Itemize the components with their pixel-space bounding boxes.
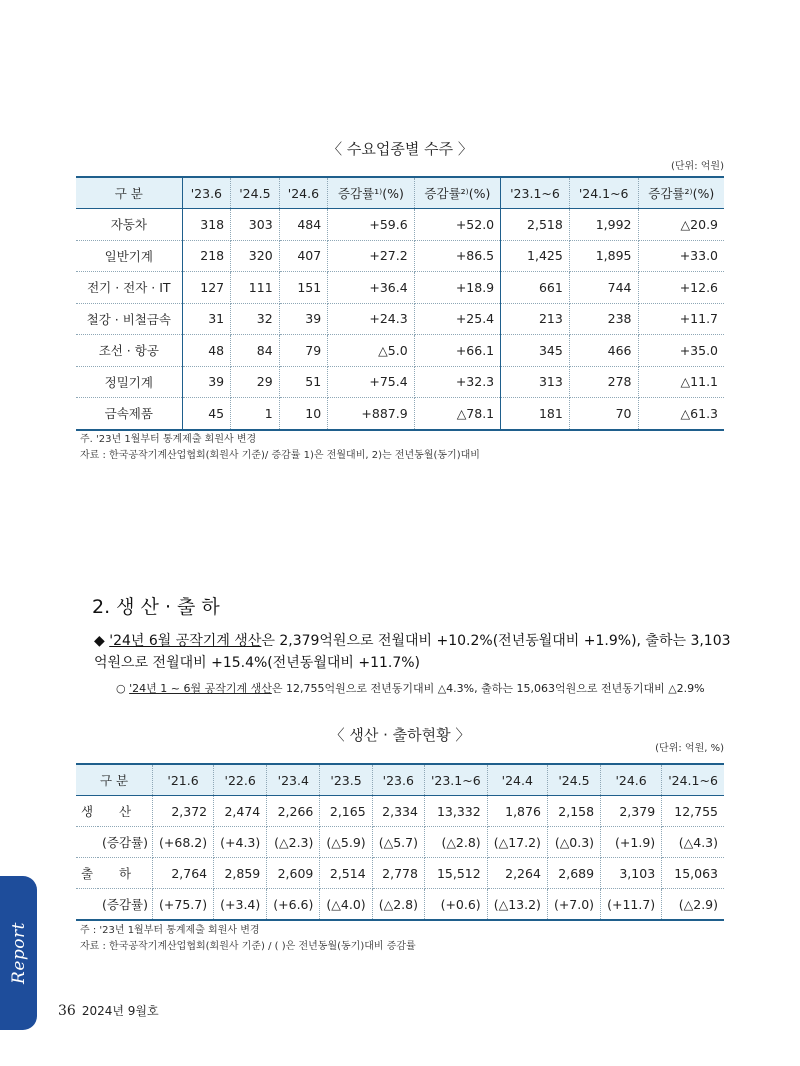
table2-header-cell: '23.4 bbox=[267, 764, 320, 796]
table1-note: 주. '23년 1월부터 통계제출 회원사 변경 bbox=[80, 434, 257, 445]
table-row bbox=[76, 366, 724, 398]
row-label: 금속제품 bbox=[76, 398, 182, 430]
table-cell: △5.0 bbox=[328, 335, 414, 367]
table-cell: (△2.9) bbox=[662, 889, 724, 921]
table2-header-cell: '21.6 bbox=[153, 764, 214, 796]
table-cell: (△13.2) bbox=[487, 889, 547, 921]
table-cell: △78.1 bbox=[414, 398, 500, 430]
row-label: 철강 · 비철금속 bbox=[76, 303, 182, 335]
page-number: 36 bbox=[58, 1003, 76, 1019]
table-cell: 32 bbox=[231, 303, 280, 335]
table-cell: 2,379 bbox=[601, 796, 662, 827]
table-row bbox=[76, 240, 724, 272]
row-label: 조선 · 항공 bbox=[76, 335, 182, 367]
table-cell: (△5.7) bbox=[372, 827, 424, 858]
table-cell: 1,425 bbox=[501, 240, 570, 272]
table-cell: 70 bbox=[569, 398, 638, 430]
table-cell: 111 bbox=[231, 272, 280, 304]
summary-bullet-emphasis: '24년 6월 공작기계 생산 bbox=[109, 633, 262, 649]
table-cell: 2,778 bbox=[372, 858, 424, 889]
table1-header-cell: 증감률¹⁾(%) bbox=[328, 177, 414, 209]
section-heading: 2. 생 산 · 출 하 bbox=[92, 596, 220, 618]
table-cell: 2,372 bbox=[153, 796, 214, 827]
summary-subbullet-text: 은 12,755억원으로 전년동기대비 △4.3%, 출하는 15,063억원으로 전년동기대비 △2.9% bbox=[271, 682, 705, 695]
table-cell: 278 bbox=[569, 366, 638, 398]
table-cell: 2,609 bbox=[267, 858, 320, 889]
table-cell: (+0.6) bbox=[424, 889, 487, 921]
table2-header-cell: '24.5 bbox=[547, 764, 600, 796]
table-cell: (+7.0) bbox=[547, 889, 600, 921]
table-cell: 1,992 bbox=[569, 209, 638, 241]
table-cell: 48 bbox=[182, 335, 231, 367]
table-cell: (△2.3) bbox=[267, 827, 320, 858]
table-cell: 13,332 bbox=[424, 796, 487, 827]
table-cell: 39 bbox=[182, 366, 231, 398]
table-cell: 12,755 bbox=[662, 796, 724, 827]
table-cell: 15,063 bbox=[662, 858, 724, 889]
table-cell: (△5.9) bbox=[320, 827, 372, 858]
row-label: 일반기계 bbox=[76, 240, 182, 272]
circle-bullet-icon: ○ bbox=[116, 682, 126, 695]
table2-header-cell: '24.1~6 bbox=[662, 764, 724, 796]
table-cell: 15,512 bbox=[424, 858, 487, 889]
table-cell: +33.0 bbox=[638, 240, 724, 272]
table-row bbox=[76, 796, 724, 827]
table-cell: +887.9 bbox=[328, 398, 414, 430]
summary-bullet-text: 은 2,379억원으로 전월대비 +10.2%(전년동월대비 +1.9%), 출하는 3,103억원으로 전월대비 +15.4%(전년동월대비 +11.7%) bbox=[94, 633, 731, 671]
row-group-label bbox=[76, 889, 98, 921]
table-cell: 39 bbox=[279, 303, 328, 335]
table-cell: 127 bbox=[182, 272, 231, 304]
table-cell: (+68.2) bbox=[153, 827, 214, 858]
table-cell: 2,518 bbox=[501, 209, 570, 241]
table-cell: +11.7 bbox=[638, 303, 724, 335]
table1-header-cell: 구 분 bbox=[76, 177, 182, 209]
table-cell: 2,764 bbox=[153, 858, 214, 889]
table-cell: (+3.4) bbox=[214, 889, 267, 921]
table-cell: 1,895 bbox=[569, 240, 638, 272]
row-group-label: 출 bbox=[76, 858, 98, 889]
table-cell: 2,266 bbox=[267, 796, 320, 827]
table1-header-cell: 증감률²⁾(%) bbox=[638, 177, 724, 209]
row-label: 하 bbox=[98, 858, 153, 889]
table2-header-cell: '23.1~6 bbox=[424, 764, 487, 796]
table-cell: +12.6 bbox=[638, 272, 724, 304]
table-cell: 2,859 bbox=[214, 858, 267, 889]
table1-header-cell: '23.6 bbox=[182, 177, 231, 209]
orders-by-industry-table bbox=[76, 176, 724, 431]
table-cell: △20.9 bbox=[638, 209, 724, 241]
table-row bbox=[76, 272, 724, 304]
table-cell: 2,158 bbox=[547, 796, 600, 827]
row-label: 자동차 bbox=[76, 209, 182, 241]
table1-source: 자료 : 한국공작기계산업협회(회원사 기준)/ 증감률 1)은 전월대비, 2)는 전년동월(동기)대비 bbox=[80, 450, 480, 461]
table2-title: 〈 생산 · 출하현황 〉 bbox=[329, 726, 471, 744]
table-cell: (+6.6) bbox=[267, 889, 320, 921]
issue-label: 2024년 9월호 bbox=[81, 1004, 159, 1018]
table-cell: 744 bbox=[569, 272, 638, 304]
table2-header-cell: '24.6 bbox=[601, 764, 662, 796]
table1-header-cell: '24.1~6 bbox=[569, 177, 638, 209]
table-cell: 2,474 bbox=[214, 796, 267, 827]
report-side-text: Report bbox=[8, 922, 29, 984]
table-cell: (+1.9) bbox=[601, 827, 662, 858]
diamond-bullet-icon: ◆ bbox=[94, 633, 105, 649]
table-cell: (+4.3) bbox=[214, 827, 267, 858]
row-group-label: 생 bbox=[76, 796, 98, 827]
table-cell: +25.4 bbox=[414, 303, 500, 335]
table-row bbox=[76, 858, 724, 889]
table1-header-cell: 증감률²⁾(%) bbox=[414, 177, 500, 209]
table-cell: 3,103 bbox=[601, 858, 662, 889]
table2-header-cell: 구 분 bbox=[76, 764, 153, 796]
table-cell: 181 bbox=[501, 398, 570, 430]
table-cell: 238 bbox=[569, 303, 638, 335]
table-cell: +27.2 bbox=[328, 240, 414, 272]
table-cell: 345 bbox=[501, 335, 570, 367]
table-cell: 79 bbox=[279, 335, 328, 367]
row-label: (증감률) bbox=[98, 889, 153, 921]
table1-title: 〈 수요업종별 수주 〉 bbox=[327, 140, 473, 158]
production-shipment-table bbox=[76, 763, 724, 921]
table-cell: (△2.8) bbox=[424, 827, 487, 858]
table-cell: +35.0 bbox=[638, 335, 724, 367]
table-cell: +66.1 bbox=[414, 335, 500, 367]
table-row bbox=[76, 335, 724, 367]
table-cell: 1 bbox=[231, 398, 280, 430]
table-cell: 313 bbox=[501, 366, 570, 398]
table-cell: (+75.7) bbox=[153, 889, 214, 921]
table-cell: +86.5 bbox=[414, 240, 500, 272]
table-cell: 1,876 bbox=[487, 796, 547, 827]
row-label: 전기 · 전자 · IT bbox=[76, 272, 182, 304]
table-cell: (△2.8) bbox=[372, 889, 424, 921]
table2-header-cell: '24.4 bbox=[487, 764, 547, 796]
table2-header-cell: '22.6 bbox=[214, 764, 267, 796]
table-cell: 2,689 bbox=[547, 858, 600, 889]
table-cell: 29 bbox=[231, 366, 280, 398]
table1-header-row bbox=[76, 177, 724, 209]
table-cell: 320 bbox=[231, 240, 280, 272]
table2-source: 자료 : 한국공작기계산업협회(회원사 기준) / ( )은 전년동월(동기)대비 증감률 bbox=[80, 941, 416, 952]
summary-subbullet bbox=[116, 680, 736, 696]
table2-header-cell: '23.6 bbox=[372, 764, 424, 796]
table-row bbox=[76, 303, 724, 335]
table-cell: 407 bbox=[279, 240, 328, 272]
table2-unit: (단위: 억원, %) bbox=[655, 743, 724, 754]
table-cell: 2,165 bbox=[320, 796, 372, 827]
page-footer bbox=[58, 1002, 159, 1019]
row-label: (증감률) bbox=[98, 827, 153, 858]
table-cell: 2,264 bbox=[487, 858, 547, 889]
table-cell: +52.0 bbox=[414, 209, 500, 241]
table-cell: 466 bbox=[569, 335, 638, 367]
table-cell: (△4.0) bbox=[320, 889, 372, 921]
table-row bbox=[76, 209, 724, 241]
table-row bbox=[76, 827, 724, 858]
row-label: 산 bbox=[98, 796, 153, 827]
table-cell: 661 bbox=[501, 272, 570, 304]
table1-header-cell: '24.6 bbox=[279, 177, 328, 209]
table-cell: +75.4 bbox=[328, 366, 414, 398]
table-row bbox=[76, 889, 724, 921]
row-group-label bbox=[76, 827, 98, 858]
summary-subbullet-emphasis: '24년 1 ~ 6월 공작기계 생산 bbox=[129, 682, 272, 695]
table2-header-row bbox=[76, 764, 724, 796]
table-cell: +24.3 bbox=[328, 303, 414, 335]
row-label: 정밀기계 bbox=[76, 366, 182, 398]
table-cell: 51 bbox=[279, 366, 328, 398]
table-cell: +59.6 bbox=[328, 209, 414, 241]
table1-unit: (단위: 억원) bbox=[671, 161, 724, 172]
table-cell: +32.3 bbox=[414, 366, 500, 398]
summary-bullet bbox=[94, 630, 734, 674]
table-cell: △61.3 bbox=[638, 398, 724, 430]
table1-header-cell: '23.1~6 bbox=[501, 177, 570, 209]
table-cell: (△17.2) bbox=[487, 827, 547, 858]
table-cell: (△0.3) bbox=[547, 827, 600, 858]
table-row bbox=[76, 398, 724, 430]
report-side-label bbox=[0, 876, 37, 1030]
table-cell: 84 bbox=[231, 335, 280, 367]
table-cell: 2,334 bbox=[372, 796, 424, 827]
table-cell: 45 bbox=[182, 398, 231, 430]
table2-header-cell: '23.5 bbox=[320, 764, 372, 796]
table-cell: +36.4 bbox=[328, 272, 414, 304]
table-cell: 318 bbox=[182, 209, 231, 241]
table-cell: 151 bbox=[279, 272, 328, 304]
table-cell: 213 bbox=[501, 303, 570, 335]
table1-header-cell: '24.5 bbox=[231, 177, 280, 209]
table-cell: +18.9 bbox=[414, 272, 500, 304]
table-cell: 484 bbox=[279, 209, 328, 241]
table-cell: (+11.7) bbox=[601, 889, 662, 921]
table-cell: 10 bbox=[279, 398, 328, 430]
table-cell: 303 bbox=[231, 209, 280, 241]
table2-note: 주 : '23년 1월부터 통계제출 회원사 변경 bbox=[80, 925, 260, 936]
table-cell: △11.1 bbox=[638, 366, 724, 398]
table-cell: 31 bbox=[182, 303, 231, 335]
table-cell: 218 bbox=[182, 240, 231, 272]
table-cell: 2,514 bbox=[320, 858, 372, 889]
table-cell: (△4.3) bbox=[662, 827, 724, 858]
